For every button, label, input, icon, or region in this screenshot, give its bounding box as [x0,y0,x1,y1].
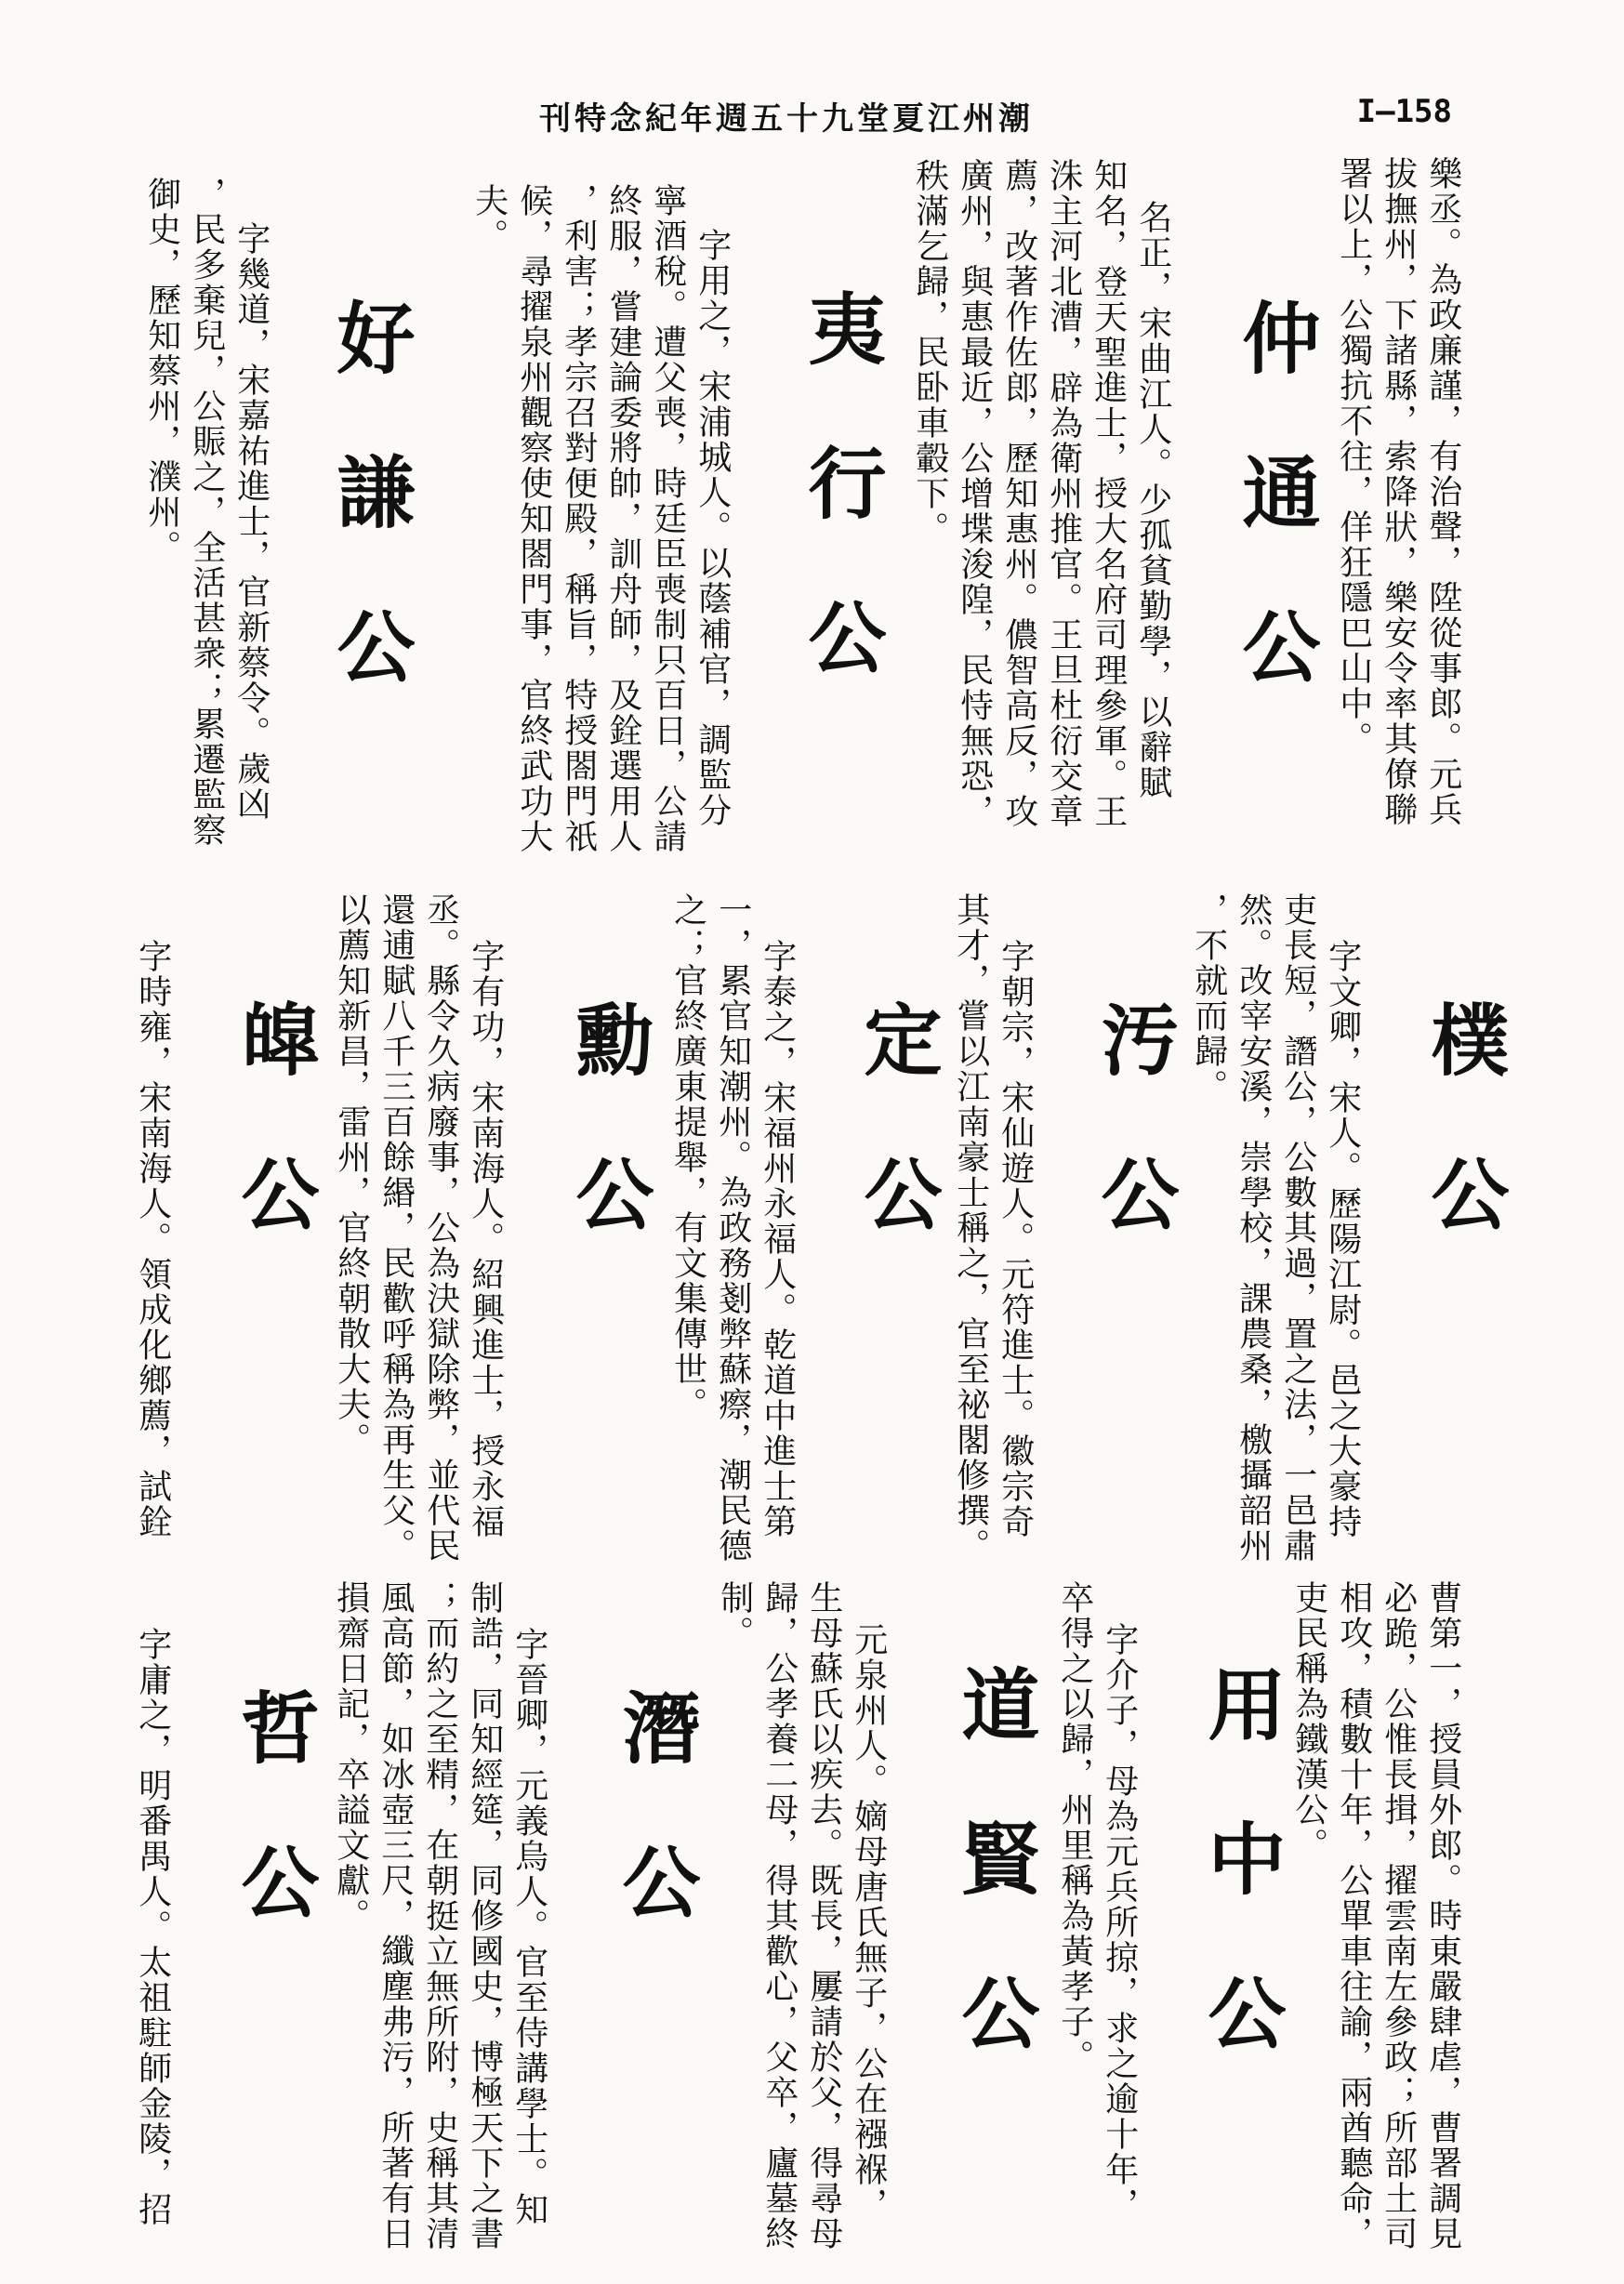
entry-text-line: 名正，宋曲江人。少孤貧勤學，以辭賦 [1133,200,1172,800]
entry-heading: 仲通公 [1230,297,1322,760]
entry-text-line: 洙主河北漕，辟為衛州推官。王旦杜衍交章 [1044,158,1083,829]
entry-text-line: 風高節，如冰壺三尺，纖塵弗污，所著有日 [376,1580,415,2251]
entry-text-line: 御史，歷知蔡州，濮州。 [142,177,181,565]
entry-text-line: ，利害；孝宗召對便殿，稱旨，特授閤門祇 [559,183,598,854]
entry-text-line: 以薦知新昌，雷州，官終朝散大夫。 [332,892,371,1458]
entry-text-line: 知名，登天聖進士，授大名府司理參軍。王 [1089,158,1128,829]
entry-text-line: 字有功，宋南海人。紹興進士，授永福 [466,939,505,1539]
entry-heading: 樸公 [1419,999,1511,1308]
entry-text-line: 字介子，母為元兵所掠，求之逾十年， [1100,1622,1139,2223]
entry-text-line: 寧酒稅。遭父喪，時廷臣喪制只百日，公請 [648,183,687,854]
entry-text-line: 終服，嘗建論委將帥，訓舟師，及銓選用人 [603,183,642,854]
entry-text-line: 制誥，同知經筵，同修國史，博極天下之書 [465,1580,504,2251]
entry-text-line: 其才，嘗以江南豪士稱之，官至祕閣修撰。 [951,892,990,1564]
entry-heading: 道賢公 [949,1664,1041,2127]
entry-heading: 汚公 [1089,999,1181,1308]
page-header-title: 潮州江夏堂九十五週年紀念特刊 [539,100,1034,138]
entry-text-line: 損齋日記，卒謚文獻。 [331,1580,370,1934]
entry-heading: 哲公 [229,1687,321,1996]
entry-heading: 用中公 [1195,1664,1287,2127]
entry-text-line: 字時雍，宋南海人。領成化鄉薦，試銓 [133,939,172,1539]
entry-heading: 定公 [852,999,944,1308]
entry-text-line: 生母蘇氏以疾去。既長，屢請於父，得尋母 [804,1580,843,2251]
entry-text-line: 字庸之，明番禺人。太祖駐師金陵，招 [133,1627,172,2227]
entry-text-line: 丞。縣令久病廢事，公為決獄除弊，並代民 [421,892,460,1564]
entry-text-line: 夫。 [469,183,508,254]
entry-heading: 皡公 [229,999,321,1308]
entry-text-line: 廣州，與惠最近，公增堞浚隍，民恃無恐， [955,158,994,829]
entry-text-line: 署以上，公獨抗不往，佯狂隱巴山中。 [1334,156,1373,757]
entry-heading: 夷行公 [796,288,888,751]
entry-text-line: 相攻，積數十年，公單車往諭，兩酋聽命， [1334,1580,1373,2251]
entry-text-line: ；而約之至精，在朝挺立無所附，史稱其清 [420,1580,459,2251]
entry-text-line: 卒得之以歸，州里稱為黃孝子。 [1055,1580,1094,2075]
entry-text-line: 必跪，公惟長揖，擢雲南左參政；所部土司 [1379,1580,1418,2251]
entry-text-line: 字幾道，宋嘉祐進士，官新蔡令。歲凶 [231,221,271,822]
entry-text-line: 秩滿乞歸，民卧車轂下。 [910,158,949,547]
entry-text-line: 候，尋擢泉州觀察使知閤門事，官終武功大 [514,183,553,854]
entry-heading: 潛公 [610,1687,702,1996]
entry-text-line: 還逋賦八千三百餘緡，民歡呼稱為再生父。 [376,892,416,1564]
entry-heading: 好謙公 [324,297,416,760]
entry-text-line: 一，累官知潮州。為政務剗弊蘇瘵，潮民德 [713,892,752,1564]
entry-text-line: 樂丞。為政廉謹，有治聲，陞從事郎。元兵 [1423,156,1462,827]
entry-text-line: 曹第一，授員外郎。時東嚴肆虐，曹署調見 [1423,1580,1462,2251]
entry-heading: 勳公 [563,999,655,1308]
entry-text-line: 薦，改著作佐郎，歷知惠州。儂智高反，攻 [999,158,1038,829]
entry-text-line: 吏民稱為鐵漢公。 [1289,1580,1328,1863]
entry-text-line: 字朝宗，宋仙遊人。元符進士。徽宗奇 [996,939,1035,1539]
entry-text-line: 字晉卿，元義烏人。官至侍講學士。知 [509,1627,548,2227]
entry-text-line: 之；官終廣東提舉，有文集傳世。 [668,892,707,1422]
entry-text-line: 字泰之，宋福州永福人。乾道中進士第 [758,939,797,1539]
entry-text-line: 拔撫州，下諸縣，索降狀，樂安令率其僚聯 [1379,156,1418,827]
entry-text-line: ，民多棄兒，公賑之，全活甚衆；累遷監察 [187,177,226,848]
entry-text-line: 字用之，宋浦城人。以蔭補官，調監分 [693,228,732,828]
entry-text-line: 字文卿，宋人。歷陽江尉。邑之大豪持 [1323,939,1362,1539]
entry-text-line: 吏長短，譖公，公數其過，置之法，一邑肅 [1278,892,1317,1564]
entry-text-line: 制。 [715,1580,754,1651]
entry-text-line: 歸，公孝養二母，得其歡心，父卒，廬墓終 [759,1580,799,2251]
entry-text-line: ，不就而歸。 [1189,892,1228,1104]
entry-text-line: 元泉州人。嫡母唐氏無子，公在襁褓， [849,1622,888,2223]
entry-text-line: 然。改宰安溪，崇學校，課農桑，檄攝韶州 [1234,892,1273,1564]
page-number: I—158 [1356,93,1452,130]
